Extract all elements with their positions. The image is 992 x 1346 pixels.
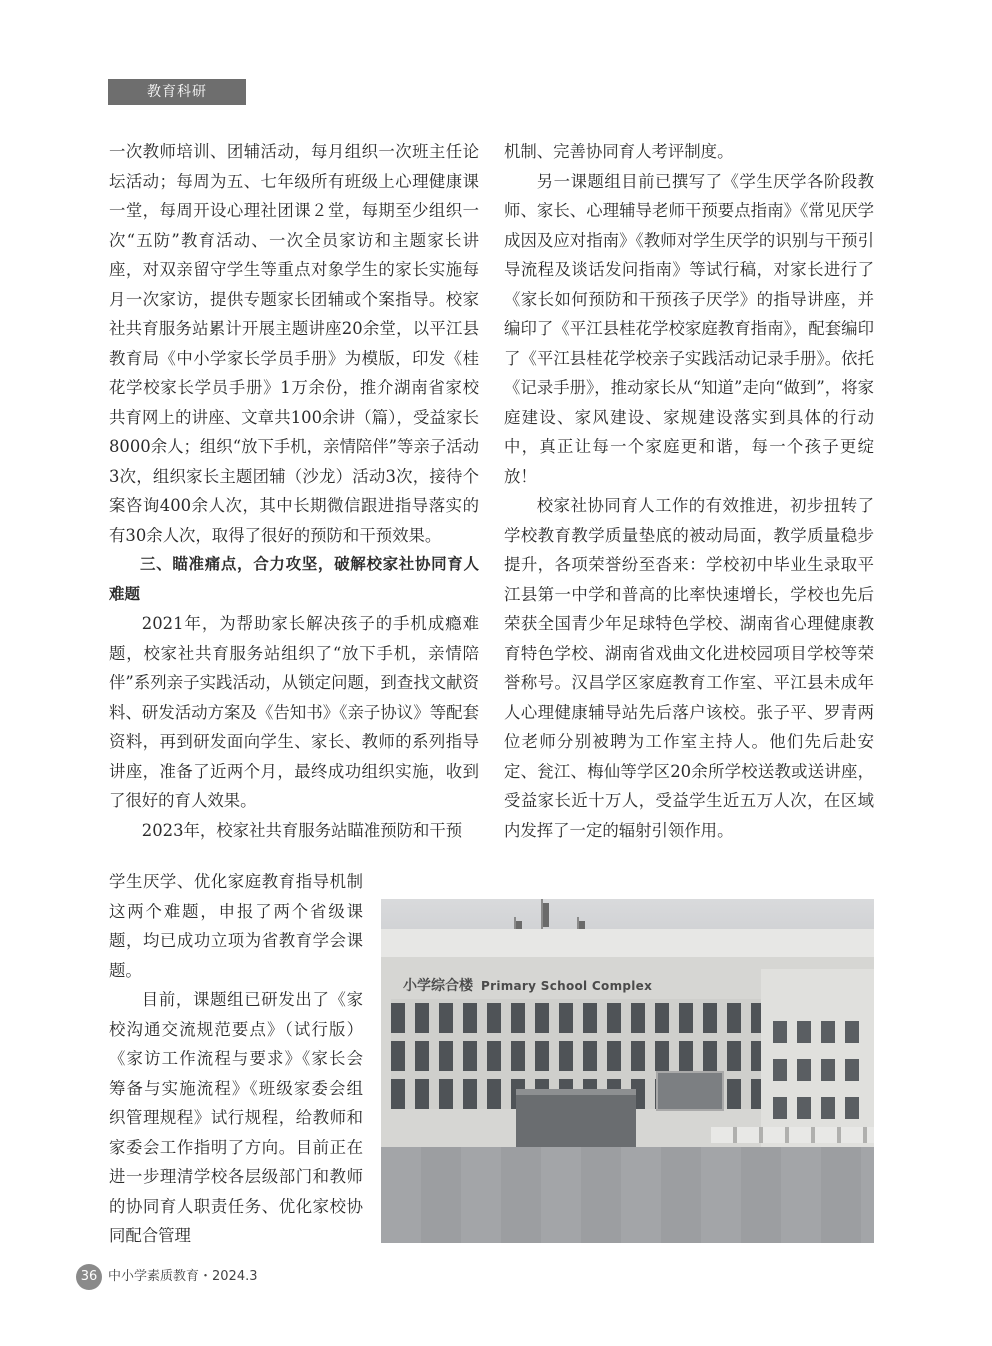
school-building-photo (381, 899, 874, 1243)
left-column (109, 137, 479, 845)
paragraph: 目前，课题组已研发出了《家校沟通交流规范要点》（试行版）《家访工作流程与要求》《家长会筹备与实施流程》《班级家委会组织管理规程》试行规程，给教师和家委会工作指明了方向。目前正在进一步理清学校各层级部门和教师的协同育人职责任务、优化家校协同配合管理 (109, 990, 363, 1245)
right-column (504, 137, 874, 845)
page-number: 36 (76, 1264, 102, 1290)
paragraph: 一次教师培训、团辅活动，每月组织一次班主任论坛活动；每周为五、七年级所有班级上心理健康课一堂，每周开设心理社团课２堂，每期至少组织一次“五防”教育活动、一次全员家访和主题家长讲座，对双亲留守学生等重点对象学生的家长实施每月一次家访，提供专题家长团辅或个案指导。校家社共育服务站累计开展主题讲座20余堂，以平江县教育局《中小学家长学员手册》为模版，印发《桂花学校家长学员手册》1万余份，推介湖南省家校共育网上的讲座、文章共100余讲（篇），受益家长8000余人；组织“放下手机，亲情陪伴”等亲子活动3次，组织家长主题团辅（沙龙）活动3次，接待个案咨询400余人次，其中长期微信跟进指导落实的有30余人次，取得了很好的预防和干预效果。 (109, 142, 479, 545)
journal-footer: 中小学素质教育・2024.3 (108, 1269, 258, 1284)
building-sign-en: Primary School Complex (481, 979, 653, 993)
left-narrow-column (109, 867, 363, 1251)
section-tag: 教育科研 (108, 79, 246, 105)
paragraph: 2021年，为帮助家长解决孩子的手机成瘾难题，校家社共育服务站组织了“放下手机，亲情陪伴”系列亲子实践活动，从锁定问题，到查找文献资料、研发活动方案及《告知书》《亲子协议》等配套资料，再到研发面向学生、家长、教师的系列指导讲座，准备了近两个月，最终成功组织实施，收到了很好的育人效果。 (109, 614, 479, 810)
photo-wing-windows (773, 1009, 868, 1119)
paragraph: 另一课题组目前已撰写了《学生厌学各阶段教师、家长、心理辅导老师干预要点指南》《常见厌学成因及应对指南》《教师对学生厌学的识别与干预引导流程及谈话发问指南》等试行稿，对家长进行了《家长如何预防和干预孩子厌学》的指导讲座，并编印了《平江县桂花学校家庭教育指南》，配套编印了《平江县桂花学校亲子实践活动记录手册》。依托《记录手册》，推动家长从“知道”走向“做到”，将家庭建设、家风建设、家规建设落实到具体的行动中，真正让每一个家庭更和谐，每一个孩子更绽放！ (504, 171, 874, 486)
building-sign-cn: 小学综合楼 (403, 978, 473, 994)
flag (543, 903, 549, 927)
section-heading: 三、瞄准痛点，合力攻坚，破解校家社协同育人难题 (109, 555, 479, 603)
photo-ground (381, 1147, 874, 1243)
building-sign (403, 973, 703, 999)
paragraph: 2023年，校家社共育服务站瞄准预防和干预 (141, 820, 463, 840)
photo-fence (711, 1127, 874, 1143)
paragraph: 校家社协同育人工作的有效推进，初步扭转了学校教育教学质量垫底的被动局面，教学质量稳步提升，各项荣誉纷至沓来：学校初中毕业生录取平江县第一中学和普高的比率快速增长，学校也先后荣获全国青少年足球特色学校、湖南省心理健康教育特色学校、湖南省戏曲文化进校园项目学校等荣誉称号。汉昌学区家庭教育工作室、平江县未成年人心理健康辅导站先后落户该校。张子平、罗青两位老师分别被聘为工作室主持人。他们先后赴安定、瓮江、梅仙等学区20余所学校送教或送讲座，受益家长近十万人，受益学生近五万人次，在区域内发挥了一定的辐射引领作用。 (504, 496, 874, 840)
paragraph: 机制、完善协同育人考评制度。 (504, 142, 734, 161)
photo-roof (381, 929, 874, 959)
photo-board (656, 1071, 724, 1111)
photo-entrance (516, 1089, 636, 1153)
paragraph: 学生厌学、优化家庭教育指导机制这两个难题，申报了两个省级课题，均已成功立项为省教育学会课题。 (109, 872, 363, 980)
